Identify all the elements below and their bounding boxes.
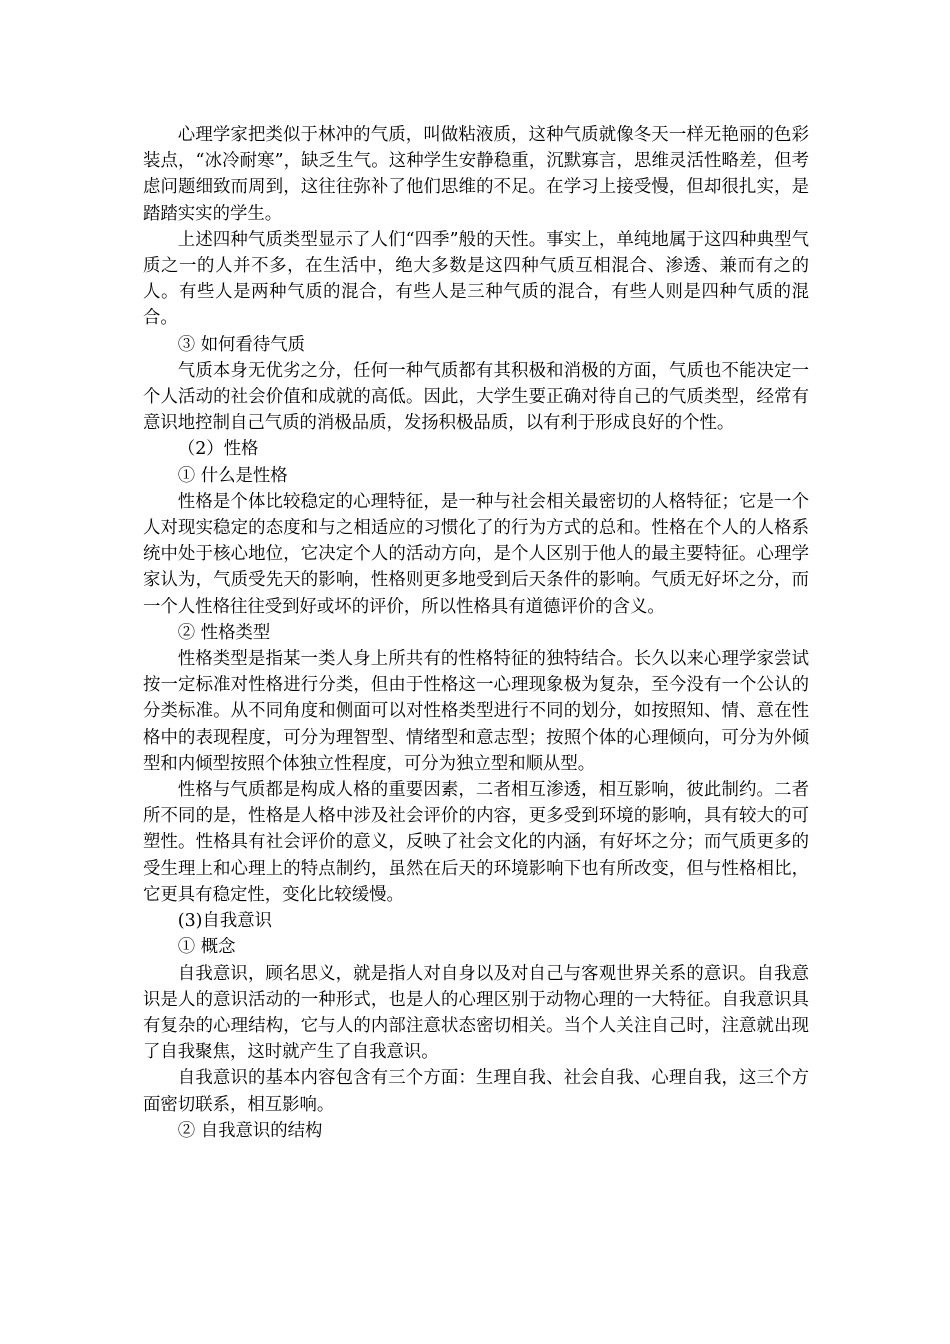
paragraph-temperament-attitude: 气质本身无优劣之分，任何一种气质都有其积极和消极的方面，气质也不能决定一个人活动的社会价值和成就的高低。因此，大学生要正确对待自己的气质类型，经常有意识地控制自己气质的消极品质，发扬积极品质，以有利于形成良好的个性。 (143, 360, 809, 434)
paragraph-self-awareness-content: 自我意识的基本内容包含有三个方面：生理自我、社会自我、心理自我，这三个方面密切联系，相互影响。 (143, 1068, 809, 1115)
heading-character-types: ② 性格类型 (177, 622, 271, 643)
document-body (143, 122, 809, 1144)
heading-how-to-view-temperament: ③ 如何看待气质 (177, 334, 306, 355)
heading-concept: ① 概念 (177, 937, 236, 958)
heading-character: （2）性格 (177, 439, 259, 460)
paragraph-character-types: 性格类型是指某一类人身上所共有的性格特征的独特结合。长久以来心理学家尝试按一定标准对性格进行分类，但由于性格这一心理现象极为复杂，至今没有一个公认的分类标准。从不同角度和侧面可以对性格类型进行不同的划分，如按照知、情、意在性格中的表现程度，可分为理智型、情绪型和意志型；按照个体的心理倾向，可分为外倾型和内倾型按照个体独立性程度，可分为独立型和顺从型。 (143, 649, 809, 774)
paragraph-phlegmatic: 心理学家把类似于林冲的气质，叫做粘液质，这种气质就像冬天一样无艳丽的色彩装点，“冰冷耐寒”，缺乏生气。这种学生安静稳重，沉默寡言，思维灵活性略差，但考虑问题细致而周到，这往往弥补了他们思维的不足。在学习上接受慢，但却很扎实，是踏踏实实的学生。 (143, 125, 809, 224)
paragraph-four-temperaments: 上述四种气质类型显示了人们“四季”般的天性。事实上，单纯地属于这四种典型气质之一的人并不多，在生活中，绝大多数是这四种气质互相混合、渗透、兼而有之的人。有些人是两种气质的混合，有些人是三种气质的混合，有些人则是四种气质的混合。 (143, 229, 809, 329)
heading-what-is-character: ① 什么是性格 (177, 465, 288, 486)
heading-self-awareness: (3)自我意识 (177, 911, 272, 932)
paragraph-character-definition: 性格是个体比较稳定的心理特征，是一种与社会相关最密切的人格特征；它是一个人对现实稳定的态度和与之相适应的习惯化了的行为方式的总和。性格在个人的人格系统中处于核心地位，它决定个人的活动方向，是个人区别于他人的最主要特征。心理学家认为，气质受先天的影响，性格则更多地受到后天条件的影响。气质无好坏之分，而一个人性格往往受到好或坏的评价，所以性格具有道德评价的含义。 (143, 491, 809, 617)
paragraph-character-vs-temperament: 性格与气质都是构成人格的重要因素，二者相互渗透，相互影响，彼此制约。二者所不同的是，性格是人格中涉及社会评价的内容，更多受到环境的影响，具有较大的可塑性。性格具有社会评价的意义，反映了社会文化的内涵，有好坏之分；而气质更多的受生理上和心理上的特点制约，虽然在后天的环境影响下也有所改变，但与性格相比，它更具有稳定性，变化比较缓慢。 (143, 780, 809, 905)
paragraph-self-awareness-definition: 自我意识，顾名思义，就是指人对自身以及对自己与客观世界关系的意识。自我意识是人的意识活动的一种形式，也是人的心理区别于动物心理的一大特征。自我意识具有复杂的心理结构，它与人的内部注意状态密切相关。当个人关注自己时，注意就出现了自我聚焦，这时就产生了自我意识。 (143, 963, 809, 1063)
heading-self-awareness-structure: ② 自我意识的结构 (177, 1120, 323, 1141)
